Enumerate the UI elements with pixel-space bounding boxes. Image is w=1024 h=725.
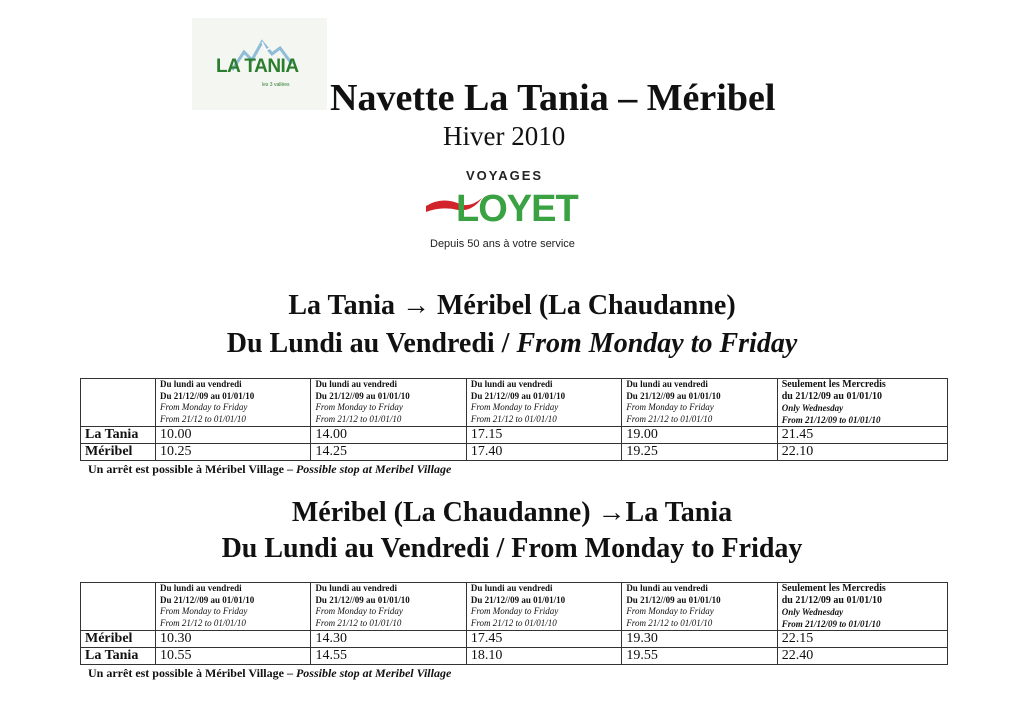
time-cell: 19.25	[622, 444, 777, 461]
schedule-table-2	[80, 582, 948, 665]
section2-days-title: Du Lundi au Vendredi / From Monday to Friday	[221, 533, 803, 564]
time-cell: 19.30	[622, 631, 777, 648]
loyet-logo-name: LOYET	[456, 188, 578, 230]
time-cell: 10.55	[156, 648, 311, 665]
voyages-loyet-logo	[424, 166, 604, 258]
time-cell: 10.00	[156, 427, 311, 444]
section1-note	[88, 462, 451, 477]
la-tania-logo-text: LA TANIA	[216, 56, 299, 77]
schedule-table-1	[80, 378, 948, 461]
time-cell: 14.30	[311, 631, 466, 648]
time-cell: 22.15	[777, 631, 947, 648]
note-fr: Un arrêt est possible à Méribel Village –	[88, 462, 296, 476]
note-en: Possible stop at Meribel Village	[295, 462, 452, 476]
column-header: Du lundi au vendredi Du 21/12//09 au 01/01/10 From Monday to Friday From 21/12 to 01/01/10	[466, 583, 621, 631]
time-cell: 10.25	[156, 444, 311, 461]
time-cell: 19.00	[622, 427, 777, 444]
column-header: Du lundi au vendredi Du 21/12//09 au 01/01/10 From Monday to Friday From 21/12 to 01/01/10	[622, 379, 777, 427]
time-cell: 10.30	[156, 631, 311, 648]
time-cell: 19.55	[622, 648, 777, 665]
header-corner-cell	[81, 583, 156, 631]
time-cell: 22.10	[777, 444, 947, 461]
page-title: Navette La Tania – Méribel	[330, 77, 776, 119]
la-tania-logo	[192, 18, 327, 110]
column-header: Du lundi au vendredi Du 21/12//09 au 01/01/10 From Monday to Friday From 21/12 to 01/01/10	[311, 583, 466, 631]
section1-days-en: From Monday to Friday	[516, 328, 798, 359]
la-tania-logo-tagline: les 3 vallées	[262, 82, 290, 88]
table-row	[81, 631, 948, 648]
column-header: Du lundi au vendredi Du 21/12//09 au 01/01/10 From Monday to Friday From 21/12 to 01/01/10	[311, 379, 466, 427]
note-fr: Un arrêt est possible à Méribel Village –	[88, 666, 296, 680]
column-header: Du lundi au vendredi Du 21/12//09 au 01/01/10 From Monday to Friday From 21/12 to 01/01/10	[622, 583, 777, 631]
time-cell: 18.10	[466, 648, 621, 665]
table-header-row	[81, 379, 948, 427]
column-header: Du lundi au vendredi Du 21/12//09 au 01/01/10 From Monday to Friday From 21/12 to 01/01/10	[466, 379, 621, 427]
section2-note	[88, 666, 451, 681]
stop-name: Méribel	[81, 444, 156, 461]
column-header: Du lundi au vendredi Du 21/12//09 au 01/01/10 From Monday to Friday From 21/12 to 01/01/10	[156, 583, 311, 631]
page-subtitle: Hiver 2010	[443, 121, 566, 151]
time-cell: 17.45	[466, 631, 621, 648]
table-row	[81, 648, 948, 665]
table-header-row	[81, 583, 948, 631]
header-corner-cell	[81, 379, 156, 427]
time-cell: 21.45	[777, 427, 947, 444]
stop-name: La Tania	[81, 648, 156, 665]
time-cell: 22.40	[777, 648, 947, 665]
stop-name: La Tania	[81, 427, 156, 444]
time-cell: 17.15	[466, 427, 621, 444]
time-cell: 14.25	[311, 444, 466, 461]
section1-days-title	[0, 328, 1024, 360]
column-header-wednesday: Seulement les Mercredis du 21/12/09 au 01/01/10 Only Wednesday From 21/12/09 to 01/01/10	[777, 583, 947, 631]
time-cell: 14.55	[311, 648, 466, 665]
table-row	[81, 427, 948, 444]
stop-name: Méribel	[81, 631, 156, 648]
section1-days-fr: Du Lundi au Vendredi /	[226, 328, 517, 359]
time-cell: 14.00	[311, 427, 466, 444]
column-header-wednesday: Seulement les Mercredis du 21/12/09 au 01/01/10 Only Wednesday From 21/12/09 to 01/01/10	[777, 379, 947, 427]
section1-route-title: La Tania → Méribel (La Chaudanne)	[288, 290, 736, 321]
loyet-logo-voyages: VOYAGES	[466, 168, 544, 183]
loyet-logo-tagline: Depuis 50 ans à votre service	[430, 238, 575, 250]
table-row	[81, 444, 948, 461]
time-cell: 17.40	[466, 444, 621, 461]
section2-route-title: Méribel (La Chaudanne) →La Tania	[291, 497, 733, 528]
column-header: Du lundi au vendredi Du 21/12//09 au 01/01/10 From Monday to Friday From 21/12 to 01/01/10	[156, 379, 311, 427]
note-en: Possible stop at Meribel Village	[295, 666, 452, 680]
